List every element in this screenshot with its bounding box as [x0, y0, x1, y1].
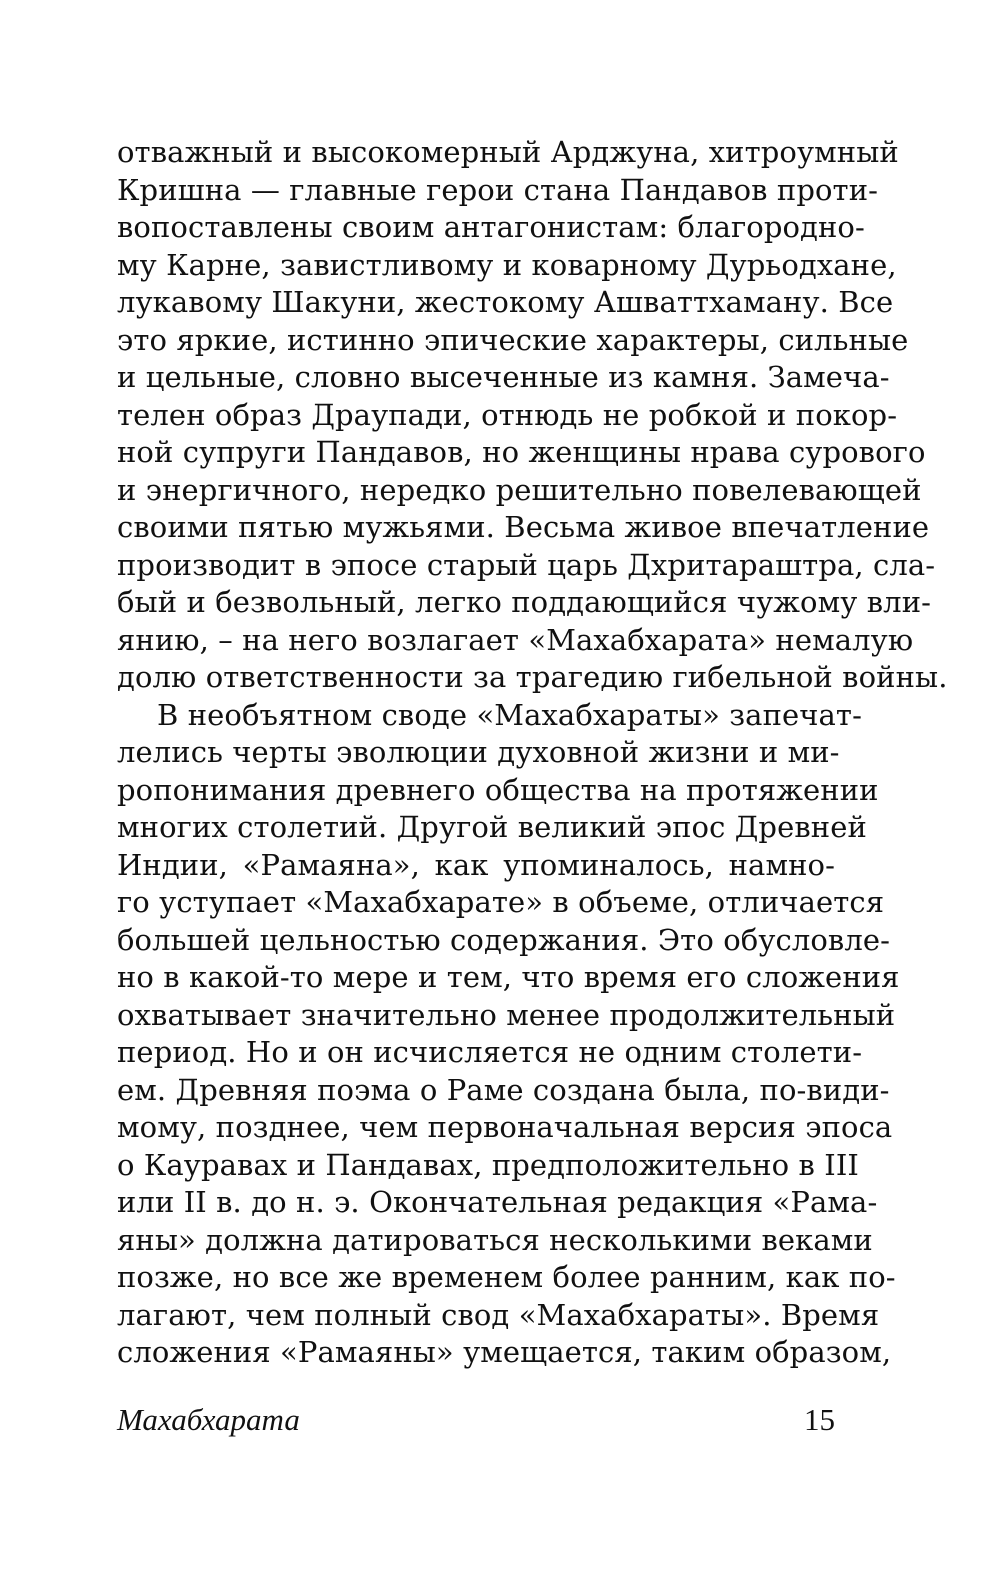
body-text: [117, 134, 948, 1372]
text-line: ропонимания древнего общества на протяжении: [117, 772, 879, 807]
text-line: позже, но все же временем более ранним, как по-: [117, 1260, 896, 1294]
page-number: 15: [804, 1402, 835, 1437]
text-line: лагают, чем полный свод «Махабхараты». Время: [117, 1297, 880, 1332]
text-line: большей цельностью содержания. Это обусловле-: [117, 922, 891, 957]
text-line: го уступает «Махабхарате» в объеме, отличается: [117, 885, 885, 919]
paragraph-2: [117, 697, 900, 1372]
text-line: отважный и высокомерный Арджуна, хитроумный: [117, 135, 899, 169]
text-line: Индии, «Рамаяна», как упоминалось, намно-: [117, 847, 835, 882]
running-footer-title: Махабхарата: [117, 1402, 300, 1437]
text-line: мому, позднее, чем первоначальная версия эпоса: [117, 1110, 893, 1144]
text-line: янию, – на него возлагает «Махабхарата» немалую: [117, 622, 914, 657]
text-line: ной супруги Пандавов, но женщины нрава сурового: [117, 435, 926, 469]
text-line: и цельные, словно высеченные из камня. Замеча-: [117, 360, 890, 394]
text-line: период. Но и он исчисляется не одним столети-: [117, 1035, 863, 1069]
text-line: охватывает значительно менее продолжительный: [117, 997, 896, 1032]
text-line: но в какой-то мере и тем, что время его сложения: [117, 960, 900, 994]
text-line: яны» должна датироваться несколькими веками: [117, 1222, 873, 1257]
text-line: сложения «Рамаяны» умещается, таким образом,: [117, 1335, 892, 1369]
text-line: своими пятью мужьями. Весьма живое впечатление: [117, 510, 930, 544]
text-line: многих столетий. Другой великий эпос Древней: [117, 810, 867, 844]
text-line: В необъятном своде «Махабхараты» запечат-: [157, 697, 862, 732]
text-line: и энергичного, нередко решительно повелевающей: [117, 472, 922, 507]
text-line: телен образ Драупади, отнюдь не робкой и покор-: [117, 397, 898, 432]
text-line: лелись черты эволюции духовной жизни и ми-: [117, 735, 840, 769]
text-line: долю ответственности за трагедию гибельной войны.: [117, 660, 948, 694]
text-line: производит в эпосе старый царь Дхритараштра, сла-: [117, 547, 936, 582]
text-line: Кришна — главные герои стана Пандавов проти-: [117, 172, 879, 207]
text-line: му Карне, завистливому и коварному Дурьодхане,: [117, 247, 897, 282]
text-line: о Кауравах и Пандавах, предположительно в III: [117, 1147, 859, 1182]
text-line: или II в. до н. э. Окончательная редакция «Рама-: [117, 1185, 878, 1219]
text-line: ем. Древняя поэма о Раме создана была, по-види-: [117, 1072, 890, 1107]
text-line: бый и безвольный, легко поддающийся чужому вли-: [117, 585, 932, 619]
text-line: лукавому Шакуни, жестокому Ашваттхаману. Все: [117, 285, 894, 319]
text-line: вопоставлены своим антагонистам: благородно-: [117, 210, 865, 244]
paragraph-1: [117, 134, 948, 697]
text-line: это яркие, истинно эпические характеры, сильные: [117, 322, 909, 357]
